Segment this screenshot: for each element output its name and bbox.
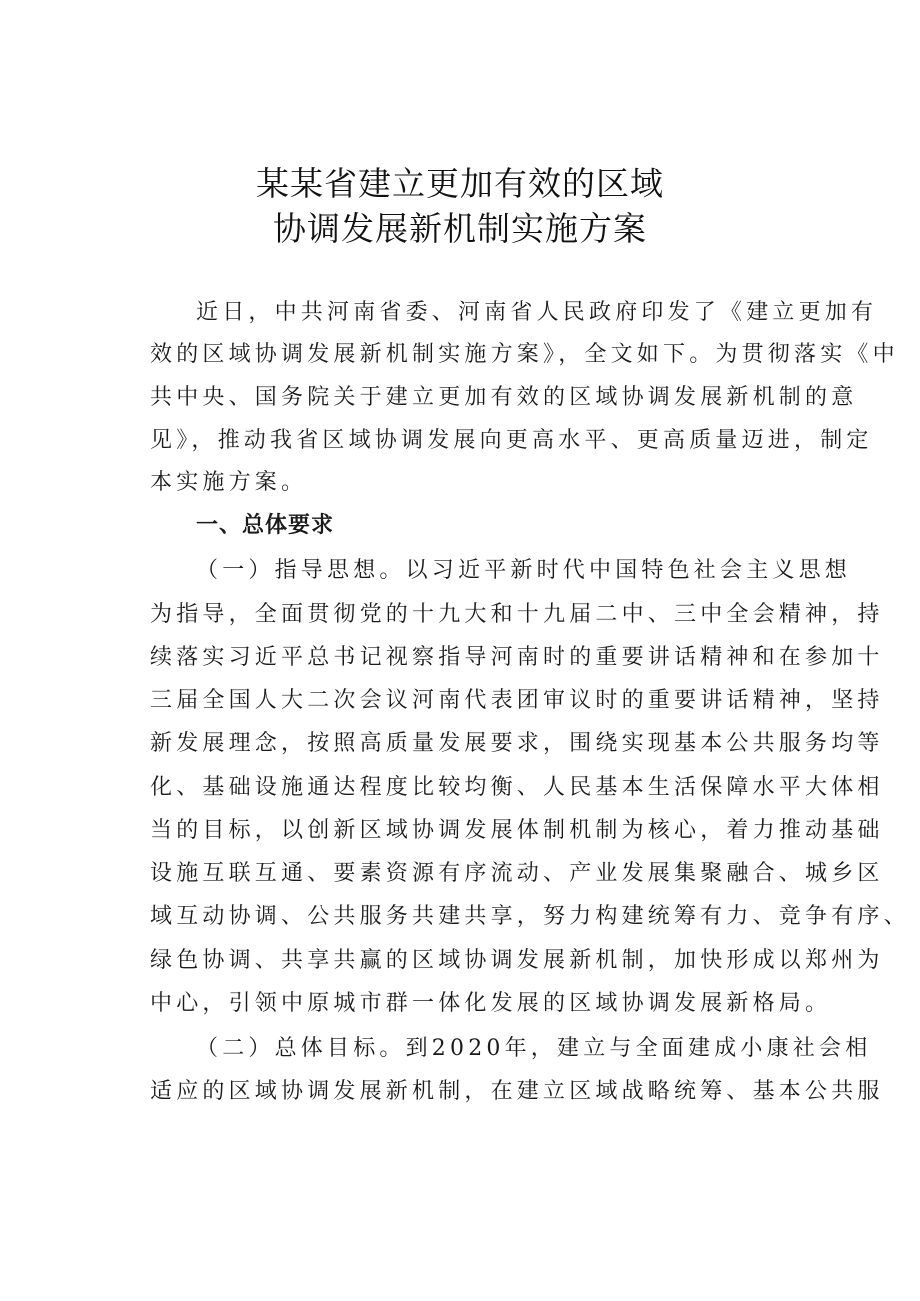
guiding-line: 绿色协调、共享共赢的区域协调发展新机制，加快形成以郑州为	[150, 948, 884, 973]
guiding-line: （一）指导思想。以习近平新时代中国特色社会主义思想	[196, 558, 852, 583]
intro-line: 本实施方案。	[150, 470, 308, 495]
section-heading: 一、总体要求	[196, 513, 335, 538]
intro-line: 见》，推动我省区域协调发展向更高水平、更高质量迈进，制定	[150, 428, 873, 453]
guiding-line: 为指导，全面贯彻党的十九大和十九届二中、三中全会精神，持	[150, 602, 884, 627]
guiding-line: 中心，引领中原城市群一体化发展的区域协调发展新格局。	[150, 991, 832, 1016]
guiding-line: 续落实习近平总书记视察指导河南时的重要讲话精神和在参加十	[150, 645, 884, 670]
goals-line: （二）总体目标。到2020年，建立与全面建成小康社会相	[196, 1036, 872, 1061]
intro-line: 近日，中共河南省委、河南省人民政府印发了《建立更加有	[196, 300, 878, 325]
guiding-line: 化、基础设施通达程度比较均衡、人民基本生活保障水平大体相	[150, 775, 884, 800]
guiding-line: 域互动协调、公共服务共建共享，努力构建统筹有力、竞争有序、	[150, 904, 910, 929]
guiding-line: 新发展理念，按照高质量发展要求，围绕实现基本公共服务均等	[150, 731, 884, 756]
document-title-line-1: 某某省建立更加有效的区域	[256, 164, 664, 203]
intro-line: 共中央、国务院关于建立更加有效的区域协调发展新机制的意	[150, 385, 858, 410]
document-title-line-2: 协调发展新机制实施方案	[273, 209, 647, 248]
intro-line: 效的区域协调发展新机制实施方案》，全文如下。为贯彻落实《中	[150, 342, 899, 367]
goals-line: 适应的区域协调发展新机制，在建立区域战略统筹、基本公共服	[150, 1079, 884, 1104]
guiding-line: 当的目标，以创新区域协调发展体制机制为核心，着力推动基础	[150, 818, 884, 843]
guiding-line: 三届全国人大二次会议河南代表团审议时的重要讲话精神，坚持	[150, 688, 884, 713]
guiding-line: 设施互联互通、要素资源有序流动、产业发展集聚融合、城乡区	[150, 861, 884, 886]
